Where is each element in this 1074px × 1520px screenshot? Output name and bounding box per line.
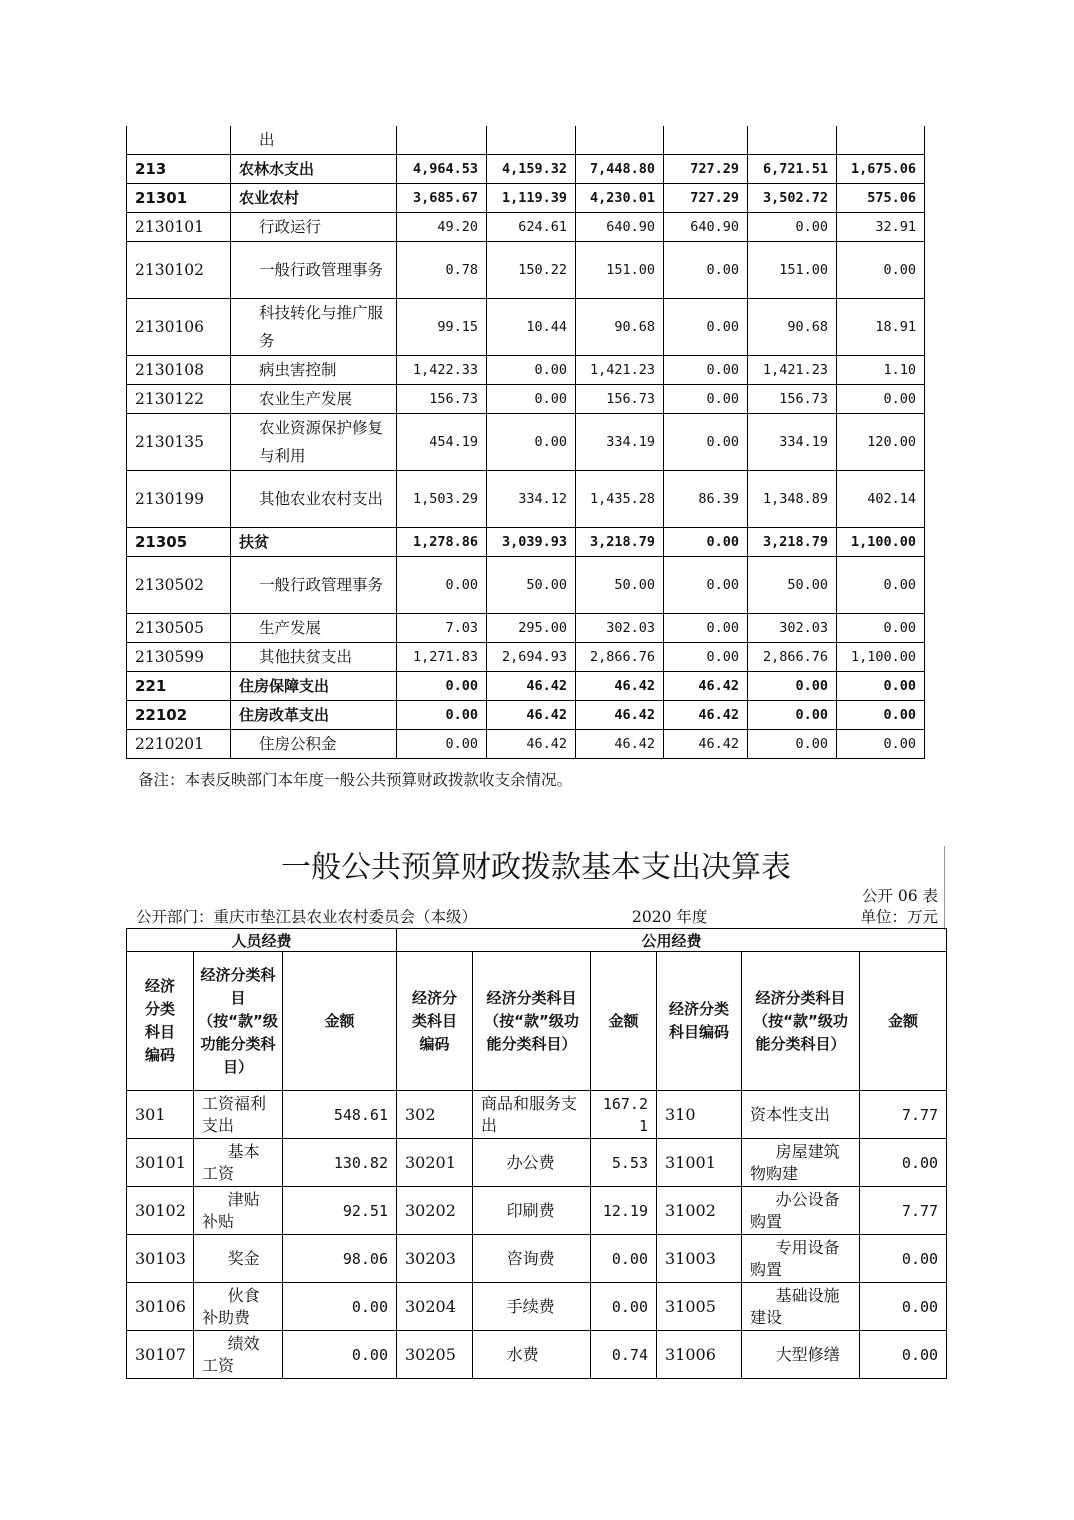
row-value: 0.00 (837, 730, 925, 759)
row-value: 0.00 (397, 730, 487, 759)
row-code: 22102 (127, 701, 231, 730)
expense-code: 301 (127, 1091, 194, 1139)
row-value (748, 126, 837, 155)
table-row (127, 614, 925, 643)
row-value: 0.78 (397, 242, 487, 299)
row-value: 575.06 (837, 184, 925, 213)
row-value: 0.00 (664, 557, 748, 614)
expense-amount: 98.06 (283, 1235, 397, 1283)
table-row (127, 471, 925, 528)
row-name: 一般行政管理事务 (231, 557, 397, 614)
row-value: 0.00 (397, 701, 487, 730)
row-value: 46.42 (487, 701, 576, 730)
table-row (127, 356, 925, 385)
row-value: 640.90 (664, 213, 748, 242)
row-value: 0.00 (837, 614, 925, 643)
expense-code: 30204 (397, 1283, 473, 1331)
expense-code: 31005 (657, 1283, 742, 1331)
row-code: 2130106 (127, 299, 231, 356)
row-value: 6,721.51 (748, 155, 837, 184)
expense-code: 30101 (127, 1139, 194, 1187)
row-value (397, 126, 487, 155)
table-number: 公开 06 表 (861, 887, 938, 905)
row-value: 4,964.53 (397, 155, 487, 184)
row-code: 2130502 (127, 557, 231, 614)
row-name: 其他扶贫支出 (231, 643, 397, 672)
row-value: 1,348.89 (748, 471, 837, 528)
row-value: 1,100.00 (837, 643, 925, 672)
row-value: 2,866.76 (748, 643, 837, 672)
row-name: 农业生产发展 (231, 385, 397, 414)
row-value: 46.42 (576, 701, 664, 730)
expense-code: 31006 (657, 1331, 742, 1379)
row-value: 150.22 (487, 242, 576, 299)
expense-name: 大型修缮 (742, 1331, 860, 1379)
row-value: 3,502.72 (748, 184, 837, 213)
expense-amount: 7.77 (860, 1187, 947, 1235)
expense-name: 咨询费 (473, 1235, 591, 1283)
col-header-code-3: 经济分类科目编码 (657, 952, 742, 1091)
appropriation-table (126, 126, 925, 759)
row-value: 0.00 (664, 614, 748, 643)
row-value: 0.00 (837, 557, 925, 614)
row-value: 156.73 (748, 385, 837, 414)
row-value: 0.00 (397, 672, 487, 701)
row-value: 4,159.32 (487, 155, 576, 184)
row-code: 2210201 (127, 730, 231, 759)
row-value (664, 126, 748, 155)
group-personnel: 人员经费 (127, 929, 397, 952)
table-row (127, 414, 925, 471)
row-value: 402.14 (837, 471, 925, 528)
row-value: 0.00 (748, 701, 837, 730)
row-value: 10.44 (487, 299, 576, 356)
row-value: 151.00 (748, 242, 837, 299)
table-row (127, 1331, 947, 1379)
row-value: 1,278.86 (397, 528, 487, 557)
table-row (127, 1235, 947, 1283)
expense-amount: 0.00 (860, 1139, 947, 1187)
expense-code: 31001 (657, 1139, 742, 1187)
margin-line (944, 846, 945, 930)
row-name: 农业资源保护修复与利用 (231, 414, 397, 471)
row-value: 156.73 (397, 385, 487, 414)
expense-code: 31002 (657, 1187, 742, 1235)
row-value: 46.42 (576, 730, 664, 759)
row-value: 0.00 (664, 414, 748, 471)
row-value: 0.00 (748, 213, 837, 242)
row-value: 7.03 (397, 614, 487, 643)
row-value: 156.73 (576, 385, 664, 414)
col-header-code-2: 经济分类科目编码 (397, 952, 473, 1091)
expense-name: 印刷费 (473, 1187, 591, 1235)
expense-name: 工资福利支出 (194, 1091, 283, 1139)
row-value: 46.42 (487, 672, 576, 701)
row-value: 46.42 (664, 701, 748, 730)
row-value: 0.00 (748, 730, 837, 759)
row-name: 出 (231, 126, 397, 155)
row-value: 32.91 (837, 213, 925, 242)
row-value: 0.00 (664, 299, 748, 356)
row-value: 46.42 (664, 672, 748, 701)
row-code: 2130135 (127, 414, 231, 471)
row-value: 0.00 (664, 356, 748, 385)
expense-name: 手续费 (473, 1283, 591, 1331)
expense-amount: 0.00 (860, 1331, 947, 1379)
expense-name: 津贴补贴 (194, 1187, 283, 1235)
expense-code: 30203 (397, 1235, 473, 1283)
row-name: 农林水支出 (231, 155, 397, 184)
row-value: 99.15 (397, 299, 487, 356)
row-name: 住房改革支出 (231, 701, 397, 730)
row-code: 2130122 (127, 385, 231, 414)
row-value: 295.00 (487, 614, 576, 643)
row-value: 334.19 (748, 414, 837, 471)
expense-name: 办公设备购置 (742, 1187, 860, 1235)
row-value: 454.19 (397, 414, 487, 471)
group-public: 公用经费 (397, 929, 947, 952)
row-value: 727.29 (664, 155, 748, 184)
department-label: 公开部门：重庆市垫江县农业农村委员会（本级） (136, 908, 478, 926)
expense-name: 商品和服务支出 (473, 1091, 591, 1139)
row-value: 3,039.93 (487, 528, 576, 557)
expense-amount: 0.00 (860, 1283, 947, 1331)
column-header-row (127, 952, 947, 1091)
row-value: 1,675.06 (837, 155, 925, 184)
expense-amount: 548.61 (283, 1091, 397, 1139)
expense-code: 31003 (657, 1235, 742, 1283)
report-title: 一般公共预算财政拨款基本支出决算表 (281, 850, 791, 885)
row-name: 农业农村 (231, 184, 397, 213)
table-row (127, 126, 925, 155)
expense-amount: 0.00 (591, 1283, 657, 1331)
row-value: 0.00 (837, 242, 925, 299)
row-code: 2130599 (127, 643, 231, 672)
row-code: 2130101 (127, 213, 231, 242)
group-header-row (127, 929, 947, 952)
expense-amount: 7.77 (860, 1091, 947, 1139)
row-value: 0.00 (487, 385, 576, 414)
row-value: 0.00 (837, 701, 925, 730)
table-row (127, 385, 925, 414)
row-name: 行政运行 (231, 213, 397, 242)
row-code: 2130505 (127, 614, 231, 643)
table-row (127, 213, 925, 242)
row-value: 727.29 (664, 184, 748, 213)
row-code: 2130199 (127, 471, 231, 528)
expense-name: 办公费 (473, 1139, 591, 1187)
row-name: 一般行政管理事务 (231, 242, 397, 299)
col-header-amount-1: 金额 (283, 952, 397, 1091)
col-header-amount-2: 金额 (591, 952, 657, 1091)
expense-amount: 92.51 (283, 1187, 397, 1235)
row-name: 科技转化与推广服务 (231, 299, 397, 356)
year-label: 2020 年度 (632, 908, 708, 926)
row-value (487, 126, 576, 155)
row-value: 3,218.79 (748, 528, 837, 557)
row-value: 90.68 (576, 299, 664, 356)
row-value: 624.61 (487, 213, 576, 242)
row-value: 3,218.79 (576, 528, 664, 557)
row-value: 1,119.39 (487, 184, 576, 213)
row-value: 334.12 (487, 471, 576, 528)
table-row (127, 701, 925, 730)
row-value: 46.42 (576, 672, 664, 701)
row-value: 1.10 (837, 356, 925, 385)
unit-label: 单位：万元 (860, 908, 938, 926)
row-name: 住房保障支出 (231, 672, 397, 701)
expense-amount: 0.74 (591, 1331, 657, 1379)
table-row (127, 155, 925, 184)
row-value: 0.00 (664, 643, 748, 672)
row-name: 生产发展 (231, 614, 397, 643)
table-row (127, 1091, 947, 1139)
row-code: 21305 (127, 528, 231, 557)
row-value: 49.20 (397, 213, 487, 242)
row-code: 2130102 (127, 242, 231, 299)
row-name: 其他农业农村支出 (231, 471, 397, 528)
row-code: 2130108 (127, 356, 231, 385)
row-value: 1,422.33 (397, 356, 487, 385)
row-value: 7,448.80 (576, 155, 664, 184)
table-row (127, 1187, 947, 1235)
row-value: 2,694.93 (487, 643, 576, 672)
row-value: 1,421.23 (576, 356, 664, 385)
expense-amount: 0.00 (283, 1283, 397, 1331)
row-value: 50.00 (748, 557, 837, 614)
table-note: 备注：本表反映部门本年度一般公共预算财政拨款收支余情况。 (138, 771, 573, 789)
row-value: 2,866.76 (576, 643, 664, 672)
col-header-name-2: 经济分类科目（按“款”级功能分类科目） (473, 952, 591, 1091)
expense-code: 30202 (397, 1187, 473, 1235)
row-value (837, 126, 925, 155)
row-value: 0.00 (837, 385, 925, 414)
row-value: 0.00 (664, 528, 748, 557)
expense-amount: 0.00 (591, 1235, 657, 1283)
row-code (127, 126, 231, 155)
table-row (127, 184, 925, 213)
row-value: 86.39 (664, 471, 748, 528)
row-value: 1,435.28 (576, 471, 664, 528)
row-value: 18.91 (837, 299, 925, 356)
expense-name: 绩效工资 (194, 1331, 283, 1379)
expense-code: 302 (397, 1091, 473, 1139)
row-value: 151.00 (576, 242, 664, 299)
row-value: 46.42 (487, 730, 576, 759)
row-value: 640.90 (576, 213, 664, 242)
table-row (127, 672, 925, 701)
expense-code: 30201 (397, 1139, 473, 1187)
row-name: 病虫害控制 (231, 356, 397, 385)
table-row (127, 299, 925, 356)
expense-code: 310 (657, 1091, 742, 1139)
expense-amount: 12.19 (591, 1187, 657, 1235)
expense-name: 专用设备购置 (742, 1235, 860, 1283)
row-value: 1,271.83 (397, 643, 487, 672)
row-value: 0.00 (748, 672, 837, 701)
expense-code: 30205 (397, 1331, 473, 1379)
row-value: 50.00 (576, 557, 664, 614)
expense-amount: 5.53 (591, 1139, 657, 1187)
row-name: 扶贫 (231, 528, 397, 557)
table-row (127, 1139, 947, 1187)
row-code: 221 (127, 672, 231, 701)
row-value: 302.03 (576, 614, 664, 643)
row-value: 46.42 (664, 730, 748, 759)
expense-code: 30106 (127, 1283, 194, 1331)
table-row (127, 557, 925, 614)
row-value: 1,421.23 (748, 356, 837, 385)
expense-name: 资本性支出 (742, 1091, 860, 1139)
row-value: 334.19 (576, 414, 664, 471)
expense-amount: 167.21 (591, 1091, 657, 1139)
row-value: 0.00 (487, 414, 576, 471)
row-value: 0.00 (664, 385, 748, 414)
row-value: 0.00 (397, 557, 487, 614)
row-value: 0.00 (664, 242, 748, 299)
expense-name: 伙食补助费 (194, 1283, 283, 1331)
expense-code: 30102 (127, 1187, 194, 1235)
table-row (127, 730, 925, 759)
col-header-name-3: 经济分类科目（按“款”级功能分类科目） (742, 952, 860, 1091)
row-value: 4,230.01 (576, 184, 664, 213)
expense-name: 奖金 (194, 1235, 283, 1283)
expense-amount: 130.82 (283, 1139, 397, 1187)
col-header-amount-3: 金额 (860, 952, 947, 1091)
row-code: 213 (127, 155, 231, 184)
row-value: 1,503.29 (397, 471, 487, 528)
row-value: 0.00 (487, 356, 576, 385)
expense-code: 30103 (127, 1235, 194, 1283)
row-value: 50.00 (487, 557, 576, 614)
row-value: 3,685.67 (397, 184, 487, 213)
row-value: 120.00 (837, 414, 925, 471)
expense-name: 基本工资 (194, 1139, 283, 1187)
table-row (127, 528, 925, 557)
table-row (127, 242, 925, 299)
col-header-code-1: 经济分类科目编码 (127, 952, 194, 1091)
row-value (576, 126, 664, 155)
row-name: 住房公积金 (231, 730, 397, 759)
basic-expenditure-table (126, 928, 947, 1379)
expense-name: 水费 (473, 1331, 591, 1379)
expense-code: 30107 (127, 1331, 194, 1379)
table-row (127, 1283, 947, 1331)
expense-amount: 0.00 (283, 1331, 397, 1379)
expense-amount: 0.00 (860, 1235, 947, 1283)
col-header-name-1: 经济分类科目（按“款”级功能分类科目） (194, 952, 283, 1091)
table-row (127, 643, 925, 672)
row-value: 1,100.00 (837, 528, 925, 557)
expense-name: 基础设施建设 (742, 1283, 860, 1331)
row-value: 302.03 (748, 614, 837, 643)
row-value: 0.00 (837, 672, 925, 701)
row-code: 21301 (127, 184, 231, 213)
expense-name: 房屋建筑物购建 (742, 1139, 860, 1187)
row-value: 90.68 (748, 299, 837, 356)
